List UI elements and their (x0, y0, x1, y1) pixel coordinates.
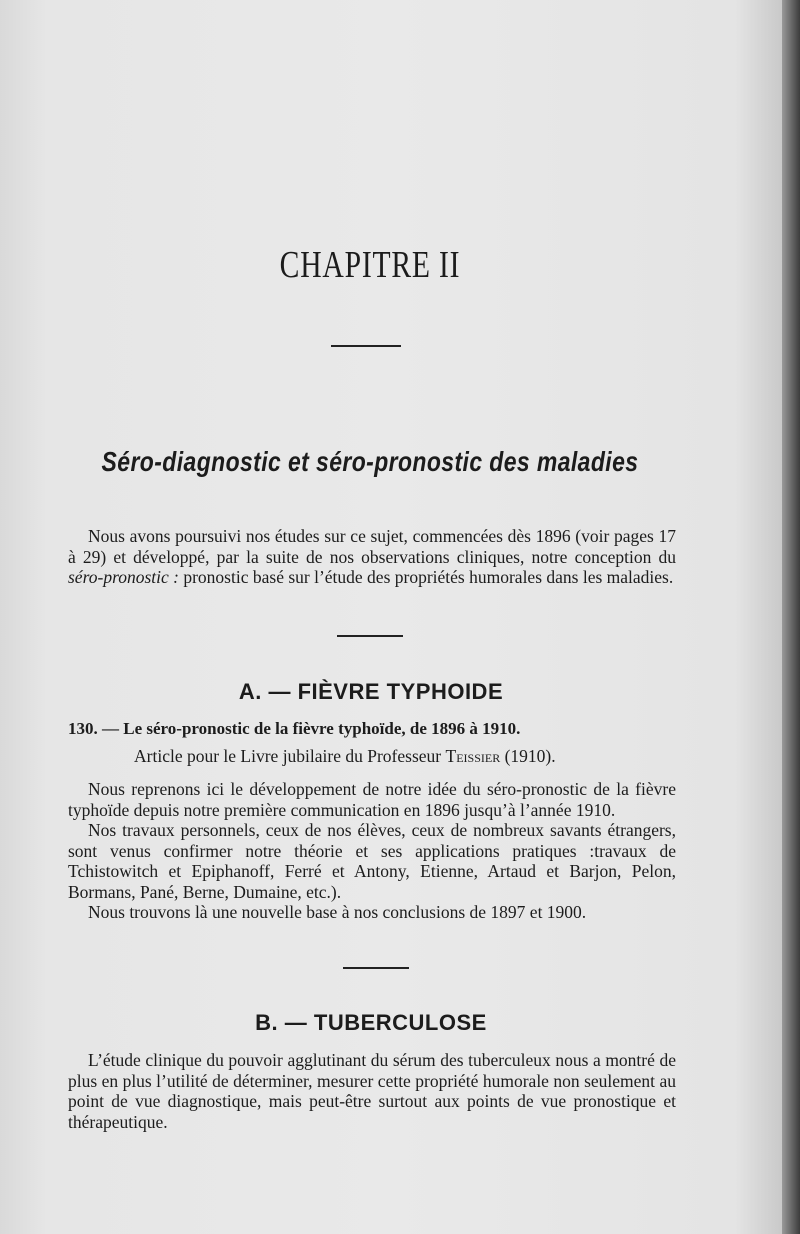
divider-rule (331, 345, 401, 347)
intro-text-end: pronostic basé sur l’étude des propriétés humorales dans les maladies. (178, 567, 674, 587)
paragraph: L’étude clinique du pouvoir agglutinant du sérum des tuberculeux nous a montré de plus en plus l’utilité de déterminer, mesurer cette propriété humorale non seulement au point de vue diagnostique, mais peut-être surtout aux points de vue pronostique et thérapeutique. (68, 1050, 676, 1132)
section-a-heading: A. — FIÈVRE TYPHOIDE (238, 679, 504, 704)
source-year: (1910). (500, 746, 556, 766)
source-author: Teissier (445, 746, 501, 766)
paragraph: Nous reprenons ici le développement de notre idée du séro-pronostic de la fièvre typhoïde depuis notre première communication en 1896 jusqu’à l’année 1910. (68, 779, 676, 820)
paragraph: Nos travaux personnels, ceux de nos élèves, ceux de nombreux savants étrangers, sont venus confirmer notre théorie et ses applications pratiques :travaux de Tchistowitch et Epiphanoff, Ferré et Antony, Etienne, Artaud et Barjon, Pelon, Bormans, Pané, Berne, Dumaine, etc.). (68, 820, 676, 902)
chapter-title: Séro-diagnostic et séro-pronostic des maladies (101, 446, 639, 477)
entry-title: 130. — Le séro-pronostic de la fièvre typhoïde, de 1896 à 1910. (68, 719, 521, 738)
intro-text: Nous avons poursuivi nos études sur ce sujet, commencées dès 1896 (voir pages 17 à 29) et développé, par la suite de nos observations cliniques, notre conception du (68, 526, 676, 567)
paragraph: Nous trouvons là une nouvelle base à nos conclusions de 1897 et 1900. (88, 902, 587, 922)
entry-source (134, 746, 694, 767)
chapter-heading: CHAPITRE II (279, 244, 461, 286)
source-text: Article pour le Livre jubilaire du Professeur (134, 746, 446, 766)
section-b-body (68, 1050, 676, 1132)
divider-rule (343, 967, 409, 969)
section-a-body (68, 779, 676, 923)
intro-emphasis: séro-pronostic : (68, 567, 179, 587)
page-edge-shadow (782, 0, 800, 1234)
intro-paragraph (68, 526, 676, 588)
section-b-heading: B. — TUBERCULOSE (255, 1010, 487, 1035)
divider-rule (337, 635, 403, 637)
